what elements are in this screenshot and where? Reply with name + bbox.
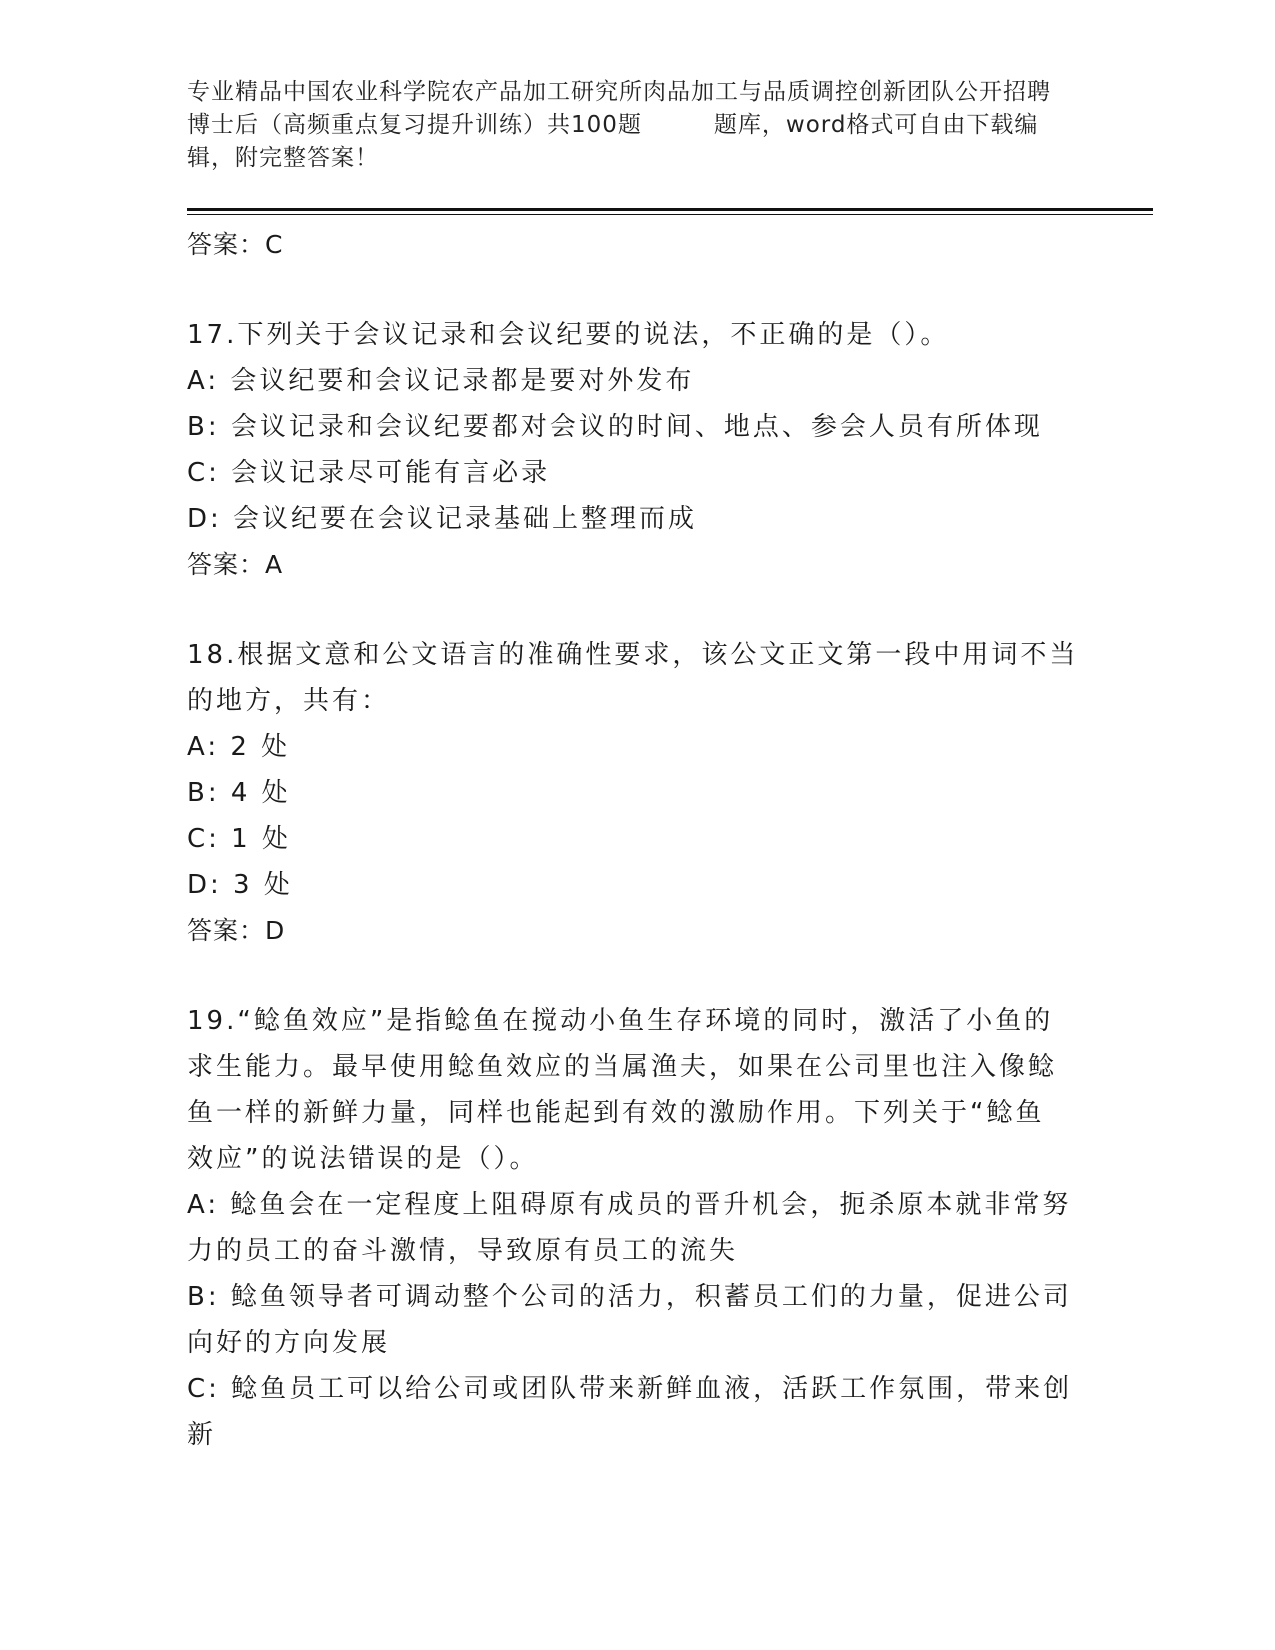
option-c: C: 鲶鱼员工可以给公司或团队带来新鲜血液，活跃工作氛围，带来创 xyxy=(187,1374,1073,1404)
header-line: 辑，附完整答案！ xyxy=(187,145,379,171)
option-b: B: 鲶鱼领导者可调动整个公司的活力，积蓄员工们的力量，促进公司 xyxy=(187,1282,1072,1312)
answer-line: 答案：C xyxy=(187,230,284,259)
question-stem: 17.下列关于会议记录和会议纪要的说法，不正确的是（）。 xyxy=(187,320,950,350)
option-c: 新 xyxy=(187,1420,217,1450)
header-line: 专业精品中国农业科学院农产品加工研究所肉品加工与品质调控创新团队公开招聘 xyxy=(187,79,1051,105)
option-c: C: 1 处 xyxy=(187,824,291,854)
question-stem: 18.根据文意和公文语言的准确性要求，该公文正文第一段中用词不当 xyxy=(187,640,1079,670)
option-a: A: 会议纪要和会议记录都是要对外发布 xyxy=(187,366,695,396)
option-a: 力的员工的奋斗激情，导致原有员工的流失 xyxy=(187,1236,739,1266)
option-d: D: 3 处 xyxy=(187,870,293,900)
header-divider-thin xyxy=(187,214,1153,215)
option-c: C: 会议记录尽可能有言必录 xyxy=(187,458,551,488)
answer-line: 答案：D xyxy=(187,916,286,945)
option-b: B: 4 处 xyxy=(187,778,291,808)
question-17 xyxy=(187,312,1087,588)
option-d: D: 会议纪要在会议记录基础上整理而成 xyxy=(187,504,698,534)
document-header xyxy=(187,76,1087,175)
question-stem: 鱼一样的新鲜力量，同样也能起到有效的激励作用。下列关于“鲶鱼 xyxy=(187,1098,1045,1128)
header-line: 博士后（高频重点复习提升训练）共100题 题库，word格式可自由下载编 xyxy=(187,112,1039,138)
question-18 xyxy=(187,632,1087,954)
option-b: 向好的方向发展 xyxy=(187,1328,391,1358)
header-divider-thick xyxy=(187,208,1153,211)
question-stem: 19.“鲶鱼效应”是指鲶鱼在搅动小鱼生存环境的同时，激活了小鱼的 xyxy=(187,1006,1054,1036)
question-stem: 效应”的说法错误的是（）。 xyxy=(187,1144,539,1174)
option-b: B: 会议记录和会议纪要都对会议的时间、地点、参会人员有所体现 xyxy=(187,412,1043,442)
answer-line: 答案：A xyxy=(187,550,284,579)
question-stem: 的地方，共有： xyxy=(187,686,391,716)
option-a: A: 鲶鱼会在一定程度上阻碍原有成员的晋升机会，扼杀原本就非常努 xyxy=(187,1190,1072,1220)
document-body xyxy=(187,222,1087,1458)
option-a: A: 2 处 xyxy=(187,732,291,762)
question-stem: 求生能力。最早使用鲶鱼效应的当属渔夫，如果在公司里也注入像鲶 xyxy=(187,1052,1058,1082)
question-19 xyxy=(187,998,1087,1458)
